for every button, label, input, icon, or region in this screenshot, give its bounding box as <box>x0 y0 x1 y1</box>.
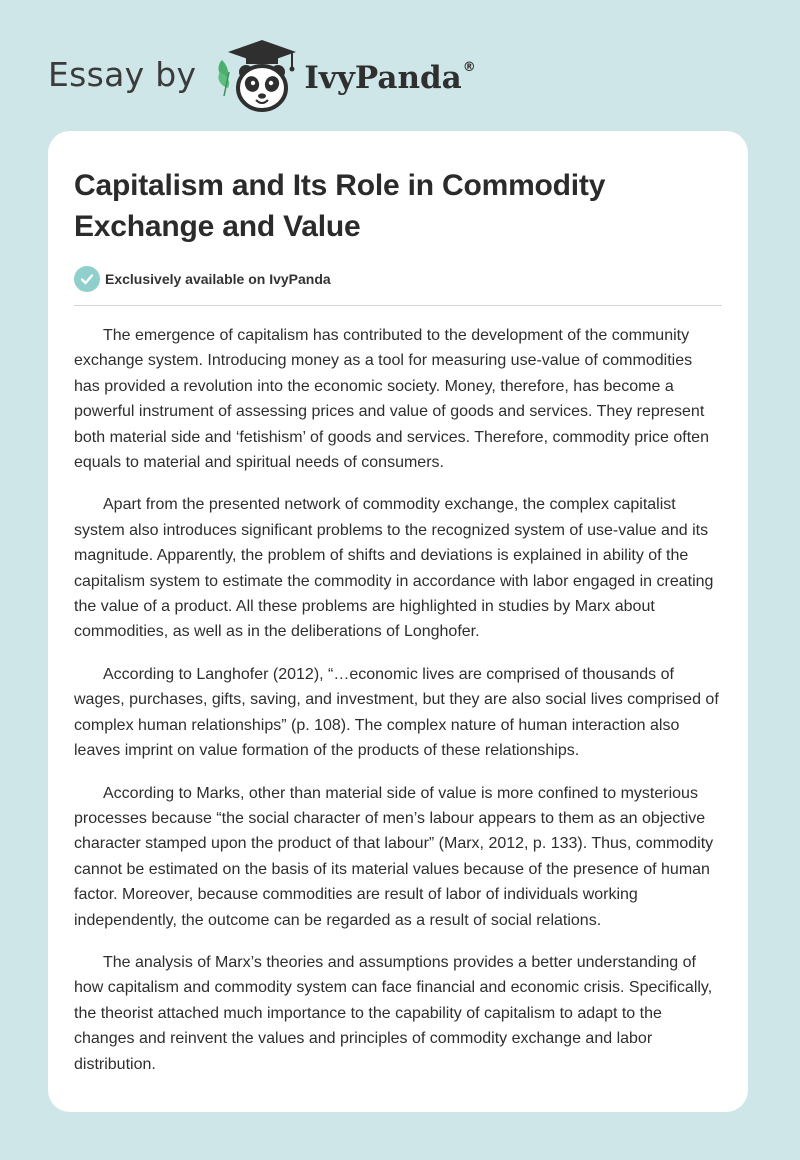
panda-graduate-icon[interactable] <box>212 36 302 116</box>
brand-name[interactable] <box>304 60 475 96</box>
essay-paragraph-5: The analysis of Marx’s theories and assumptions provides a better understanding of how capitalism and commodity system can face financial and economic crisis. Specifically, the theorist attached much importance to the capability of capitalism to adapt to the changes and reinvent the values and principles of commodity exchange and labor distribution. <box>74 953 713 1073</box>
essay-paragraph-1: The emergence of capitalism has contributed to the development of the community exchange system. Introducing money as a tool for measuring use-value of commodities has provided a revolution into the economic society. Money, therefore, has become a powerful instrument of assessing prices and value of goods and services. They represent both material side and ‘fetishism’ of goods and services. Therefore, commodity price often equals to material and spiritual needs of consumers. <box>74 327 709 472</box>
divider <box>74 305 722 306</box>
page-title: Capitalism and Its Role in Commodity Exchange and Value <box>74 169 606 243</box>
essay-paragraph-2: Apart from the presented network of commodity exchange, the complex capitalist system also introduces significant problems to the recognized system of use-value and its magnitude. Apparently, the problem of shifts and deviations is explained in ability of the capitalism system to estimate the commodity in accordance with labor engaged in creating the value of a product. All these problems are highlighted in studies by Marx about commodities, as well as in the deliberations of Longhofer. <box>74 496 714 641</box>
registered-mark: ® <box>462 59 476 75</box>
essay-paragraph-4: According to Marks, other than material side of value is more confined to mysterious processes because “the social character of men’s labour appears to them as an objective character stamped upon the product of that labour” (Marx, 2012, p. 133). Thus, commodity cannot be estimated on the basis of its material values because of the presence of human factor. Moreover, because commodities are result of labor of individuals working independently, the outcome can be regarded as a result of social relations. <box>74 784 714 929</box>
check-circle-icon <box>74 266 100 292</box>
essay-paragraph-3: According to Langhofer (2012), “…economic lives are comprised of thousands of wages, purchases, gifts, saving, and investment, but they are also social lives comprised of complex human relationships” (p. 108). The complex nature of human interaction also leaves imprint on value formation of the products of these relationships. <box>74 665 719 760</box>
essay-card <box>48 131 748 1112</box>
brand-prefix: Essay by <box>48 54 197 94</box>
site-header <box>48 36 476 116</box>
exclusive-badge <box>74 265 722 293</box>
badge-text: Exclusively available on IvyPanda <box>105 271 331 287</box>
brand-name-text: IvyPanda <box>304 60 462 96</box>
